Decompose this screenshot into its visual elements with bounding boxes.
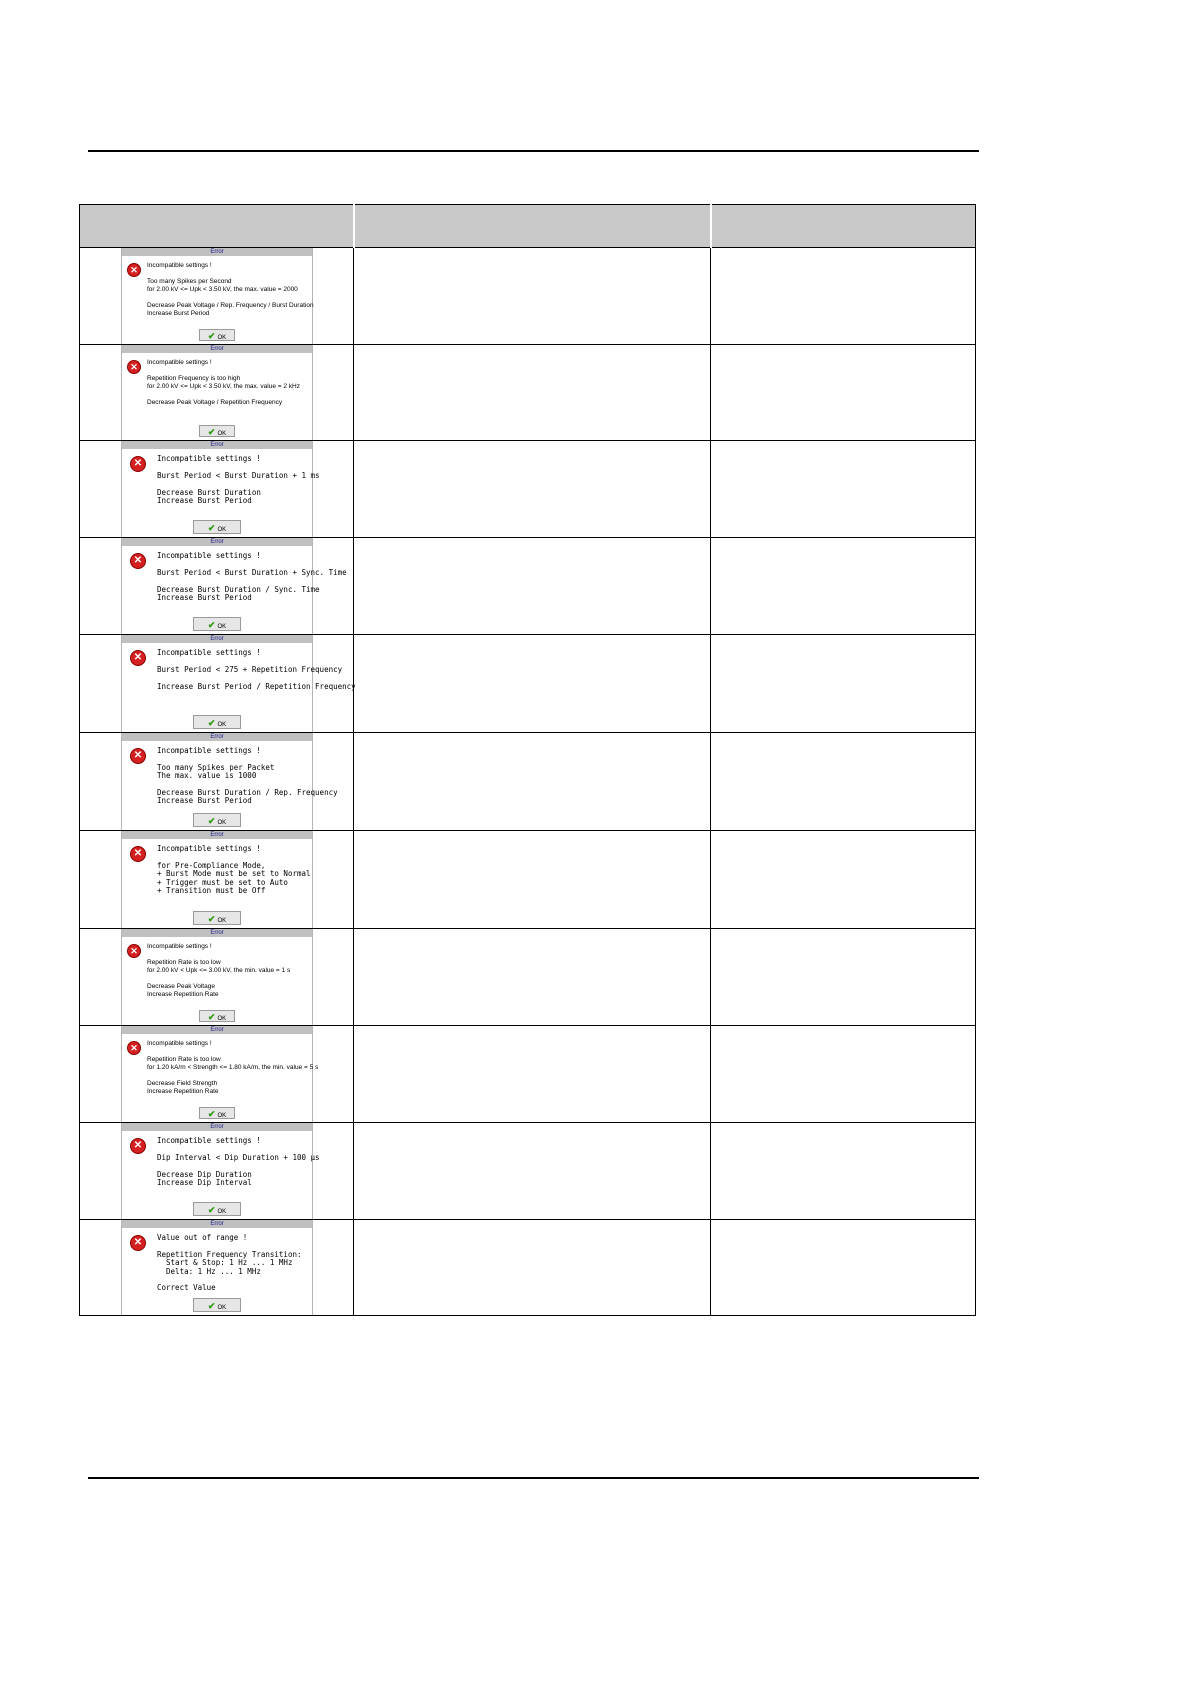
dialog-title: Error [122, 929, 312, 937]
action-cell [711, 538, 976, 635]
checkmark-icon: ✔ [207, 331, 216, 341]
error-dialog-screenshot [121, 1220, 313, 1315]
ok-label: OK [217, 431, 227, 437]
error-icon: ✕ [130, 748, 146, 764]
dialog-title: Error [122, 441, 312, 449]
table-row [80, 929, 976, 1026]
dialog-cell [80, 441, 354, 538]
dialog-cell [80, 635, 354, 733]
table-row [80, 635, 976, 733]
ok-button[interactable] [199, 1107, 235, 1119]
dialog-message: Incompatible settings ! Burst Period < 275 + Repetition Frequency Increase Burst Period / Repetition Frequency [157, 648, 356, 691]
header-cell-message [80, 205, 354, 248]
action-cell [711, 345, 976, 441]
description-cell [354, 1123, 711, 1220]
description-cell [354, 929, 711, 1026]
dialog-message: Incompatible settings ! Burst Period < Burst Duration + Sync. Time Decrease Burst Duration / Sync. Time Increase Burst Period [157, 551, 347, 603]
error-icon: ✕ [130, 650, 146, 666]
dialog-title: Error [122, 1220, 312, 1228]
action-cell [711, 1026, 976, 1123]
action-cell [711, 1123, 976, 1220]
ok-button[interactable] [199, 425, 235, 437]
dialog-message: Incompatible settings ! Repetition Rate is too low for 1.20 kA/m < Strength <= 1.80 kA/m, the min. value = 5 s Decrease Field Strength Increase Repetition Rate [147, 1040, 319, 1095]
dialog-message: Incompatible settings ! Too many Spikes per Packet The max. value is 1000 Decrease Burst Duration / Rep. Frequency Increase Burst Period [157, 746, 338, 806]
error-message-table [79, 204, 976, 1316]
dialog-message: Incompatible settings ! Burst Period < Burst Duration + 1 ms Decrease Burst Duration Increase Burst Period [157, 454, 320, 506]
table-row [80, 1026, 976, 1123]
table-row [80, 831, 976, 929]
dialog-title: Error [122, 1123, 312, 1131]
checkmark-icon: ✔ [207, 1109, 216, 1119]
ok-button[interactable] [193, 617, 241, 631]
dialog-message: Incompatible settings ! Repetition Rate is too low for 2.00 kV < Upk <= 3.00 kV, the min. value = 1 s Decrease Peak Voltage Increase Repetition Rate [147, 943, 291, 998]
table-row [80, 248, 976, 345]
ok-button[interactable] [193, 520, 241, 534]
error-icon: ✕ [130, 846, 146, 862]
dialog-title: Error [122, 1026, 312, 1034]
dialog-cell [80, 831, 354, 929]
error-dialog-screenshot [121, 248, 313, 344]
ok-label: OK [217, 820, 227, 826]
ok-button[interactable] [193, 813, 241, 827]
ok-button[interactable] [193, 1202, 241, 1216]
error-dialog-screenshot [121, 345, 313, 440]
error-icon: ✕ [127, 263, 141, 277]
ok-label: OK [217, 527, 227, 533]
dialog-cell [80, 1123, 354, 1220]
checkmark-icon: ✔ [207, 523, 216, 533]
error-dialog-screenshot [121, 538, 347, 634]
header-cell-description [354, 205, 711, 248]
table-header-row [80, 205, 976, 248]
dialog-title: Error [122, 345, 312, 353]
action-cell [711, 831, 976, 929]
description-cell [354, 538, 711, 635]
dialog-cell [80, 929, 354, 1026]
dialog-cell [80, 538, 354, 635]
description-cell [354, 733, 711, 831]
action-cell [711, 929, 976, 1026]
description-cell [354, 635, 711, 733]
checkmark-icon: ✔ [207, 718, 216, 728]
footer-rule [88, 1477, 979, 1479]
ok-button[interactable] [193, 715, 241, 729]
description-cell [354, 248, 711, 345]
ok-label: OK [217, 1016, 227, 1022]
ok-label: OK [217, 1113, 227, 1119]
dialog-cell [80, 248, 354, 345]
description-cell [354, 345, 711, 441]
checkmark-icon: ✔ [207, 427, 216, 437]
action-cell [711, 1220, 976, 1316]
error-dialog-screenshot [121, 441, 320, 537]
table-row [80, 345, 976, 441]
checkmark-icon: ✔ [207, 1012, 216, 1022]
ok-label: OK [217, 918, 227, 924]
dialog-title: Error [122, 635, 312, 643]
ok-label: OK [217, 624, 227, 630]
checkmark-icon: ✔ [207, 620, 216, 630]
error-icon: ✕ [130, 553, 146, 569]
error-dialog-screenshot [121, 733, 338, 830]
ok-button[interactable] [199, 329, 235, 341]
error-icon: ✕ [130, 456, 146, 472]
dialog-message: Incompatible settings ! for Pre-Compliance Mode, + Burst Mode must be set to Normal + Trigger must be set to Auto + Transition must be Off [157, 844, 311, 896]
dialog-cell [80, 733, 354, 831]
checkmark-icon: ✔ [207, 1205, 216, 1215]
description-cell [354, 441, 711, 538]
checkmark-icon: ✔ [207, 914, 216, 924]
dialog-message: Incompatible settings ! Repetition Frequency is too high for 2.00 kV <= Upk < 3.50 kV, the max. value = 2 kHz Decrease Peak Voltage / Repetition Frequency [147, 359, 300, 406]
table-row [80, 538, 976, 635]
table-row [80, 441, 976, 538]
ok-button[interactable] [193, 911, 241, 925]
dialog-cell [80, 1220, 354, 1316]
action-cell [711, 441, 976, 538]
error-dialog-screenshot [121, 929, 313, 1025]
error-dialog-screenshot [121, 831, 313, 928]
ok-button[interactable] [193, 1298, 241, 1312]
ok-label: OK [217, 722, 227, 728]
error-icon: ✕ [127, 1041, 141, 1055]
dialog-message: Value out of range ! Repetition Frequency Transition: Start & Stop: 1 Hz ... 1 MHz Delta: 1 Hz ... 1 MHz Correct Value [157, 1233, 302, 1293]
description-cell [354, 1220, 711, 1316]
ok-label: OK [217, 1305, 227, 1311]
dialog-title: Error [122, 538, 312, 546]
dialog-cell [80, 345, 354, 441]
dialog-title: Error [122, 733, 312, 741]
table-row [80, 733, 976, 831]
error-dialog-screenshot [121, 1026, 319, 1122]
dialog-message: Incompatible settings ! Dip Interval < Dip Duration + 100 µs Decrease Dip Duration Increase Dip Interval [157, 1136, 320, 1188]
ok-label: OK [217, 335, 227, 341]
description-cell [354, 1026, 711, 1123]
table-row [80, 1220, 976, 1316]
error-icon: ✕ [127, 360, 141, 374]
error-dialog-screenshot [121, 635, 356, 732]
error-dialog-screenshot [121, 1123, 320, 1219]
action-cell [711, 248, 976, 345]
dialog-cell [80, 1026, 354, 1123]
error-icon: ✕ [130, 1235, 146, 1251]
error-icon: ✕ [130, 1138, 146, 1154]
checkmark-icon: ✔ [207, 1301, 216, 1311]
action-cell [711, 635, 976, 733]
ok-label: OK [217, 1209, 227, 1215]
dialog-message: Incompatible settings ! Too many Spikes per Second for 2.00 kV <= Upk < 3.50 kV, the max. value = 2000 Decrease Peak Voltage / Rep. Frequency / Burst Duration Increase Burst Period [147, 262, 314, 317]
header-cell-action [711, 205, 976, 248]
ok-button[interactable] [199, 1010, 235, 1022]
header-rule [88, 150, 979, 152]
error-icon: ✕ [127, 944, 141, 958]
description-cell [354, 831, 711, 929]
dialog-title: Error [122, 248, 312, 256]
table-row [80, 1123, 976, 1220]
checkmark-icon: ✔ [207, 816, 216, 826]
dialog-title: Error [122, 831, 312, 839]
action-cell [711, 733, 976, 831]
